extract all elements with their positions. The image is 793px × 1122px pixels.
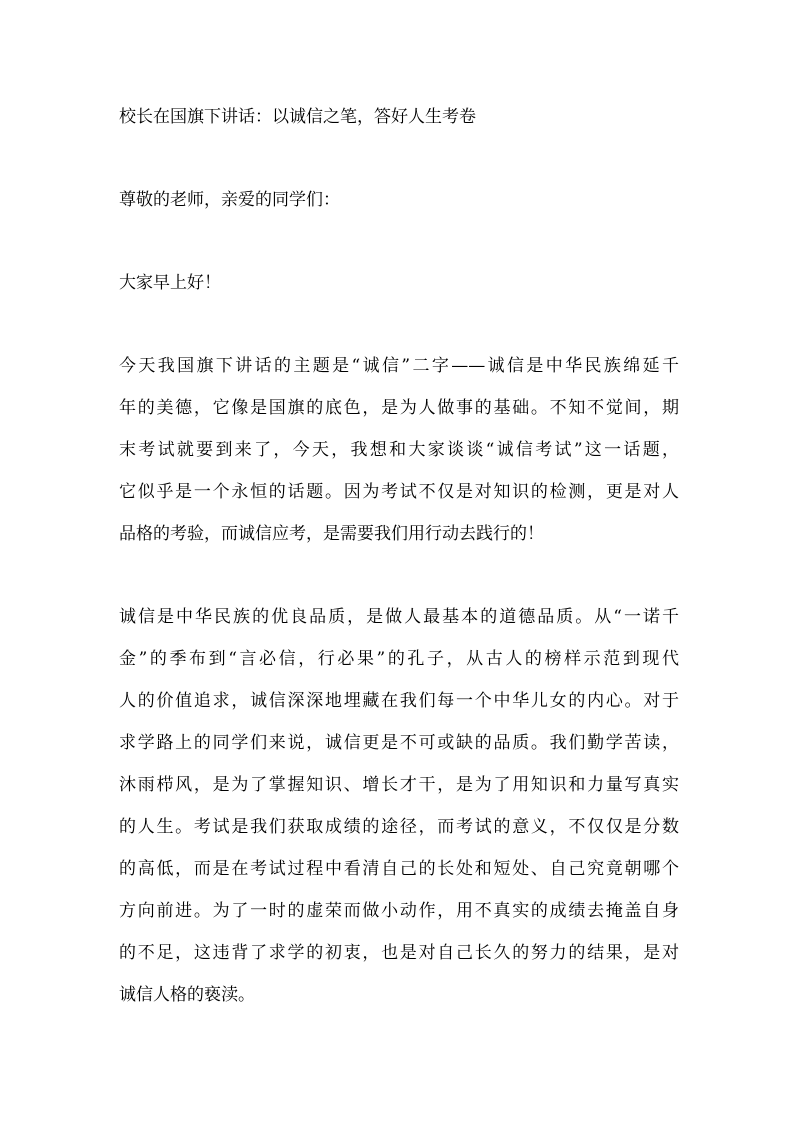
greeting: 大家早上好！ [119, 273, 221, 293]
document-title: 校长在国旗下讲话：以诚信之笔，答好人生考卷 [119, 107, 476, 127]
paragraph-1-line: 末考试就要到来了，今天，我想和大家谈谈“诚信考试”这一话题， [119, 440, 679, 460]
paragraph-2-line: 求学路上的同学们来说，诚信更是不可或缺的品质。我们勤学苦读， [119, 733, 679, 753]
paragraph-2-line: 金”的季布到“言必信，行必果”的孔子，从古人的榜样示范到现代 [119, 649, 679, 669]
paragraph-2-line: 方向前进。为了一时的虚荣而做小动作，用不真实的成绩去掩盖自身 [119, 901, 679, 921]
paragraph-2-line: 的人生。考试是我们获取成绩的途径，而考试的意义，不仅仅是分数 [119, 817, 679, 837]
paragraph-1-line: 今天我国旗下讲话的主题是“诚信”二字——诚信是中华民族绵延千 [119, 356, 679, 376]
paragraph-1-line: 它似乎是一个永恒的话题。因为考试不仅是对知识的检测，更是对人 [119, 482, 679, 502]
paragraph-2-line: 诚信人格的亵渎。 [119, 985, 255, 1005]
paragraph-1-line: 品格的考验，而诚信应考，是需要我们用行动去践行的！ [119, 524, 544, 544]
paragraph-2-line: 诚信是中华民族的优良品质，是做人最基本的道德品质。从“一诺千 [119, 607, 679, 627]
paragraph-1-line: 年的美德，它像是国旗的底色，是为人做事的基础。不知不觉间，期 [119, 398, 679, 418]
salutation: 尊敬的老师，亲爱的同学们： [119, 190, 340, 210]
paragraph-2-line: 人的价值追求，诚信深深地埋藏在我们每一个中华儿女的内心。对于 [119, 691, 679, 711]
paragraph-2-line: 沐雨栉风，是为了掌握知识、增长才干，是为了用知识和力量写真实 [119, 775, 679, 795]
paragraph-2-line: 的不足，这违背了求学的初衷，也是对自己长久的努力的结果，是对 [119, 943, 679, 963]
paragraph-2-line: 的高低，而是在考试过程中看清自己的长处和短处、自己究竟朝哪个 [119, 859, 679, 879]
